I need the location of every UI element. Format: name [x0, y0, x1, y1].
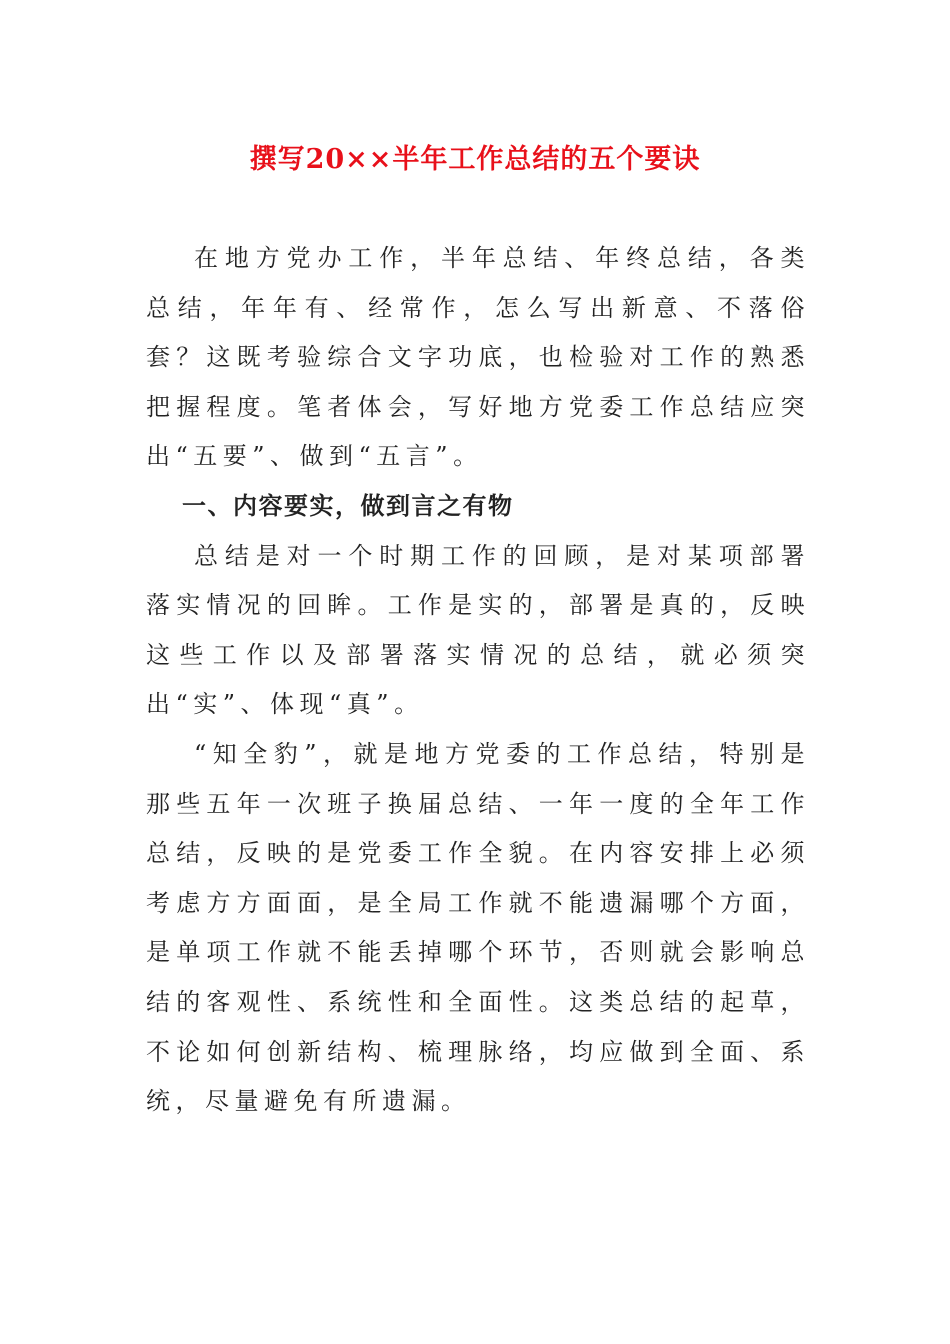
document-body — [146, 234, 810, 1127]
document-title: 撰写20××半年工作总结的五个要诀 — [249, 144, 701, 175]
body-paragraph: “知全豹”，就是地方党委的工作总结，特别是那些五年一次班子换届总结、一年一度的全年工作总结，反映的是党委工作全貌。在内容安排上必须考虑方方面面，是全局工作就不能遗漏哪个方面，是单项工作就不能丢掉哪个环节，否则就会影响总结的客观性、系统性和全面性。这类总结的起草，不论如何创新结构、梳理脉络，均应做到全面、系统，尽量避免有所遗漏。 — [146, 739, 810, 1116]
body-paragraph: 总结是对一个时期工作的回顾，是对某项部署落实情况的回眸。工作是实的，部署是真的，反映这些工作以及部署落实情况的总结，就必须突出“实”、体现“真”。 — [146, 541, 810, 719]
section-heading: 一、内容要实，做到言之有物 — [182, 491, 514, 520]
intro-paragraph: 在地方党办工作，半年总结、年终总结，各类总结，年年有、经常作，怎么写出新意、不落俗套？这既考验综合文字功底，也检验对工作的熟悉把握程度。笔者体会，写好地方党委工作总结应突出“五要”、做到“五言”。 — [146, 244, 810, 471]
